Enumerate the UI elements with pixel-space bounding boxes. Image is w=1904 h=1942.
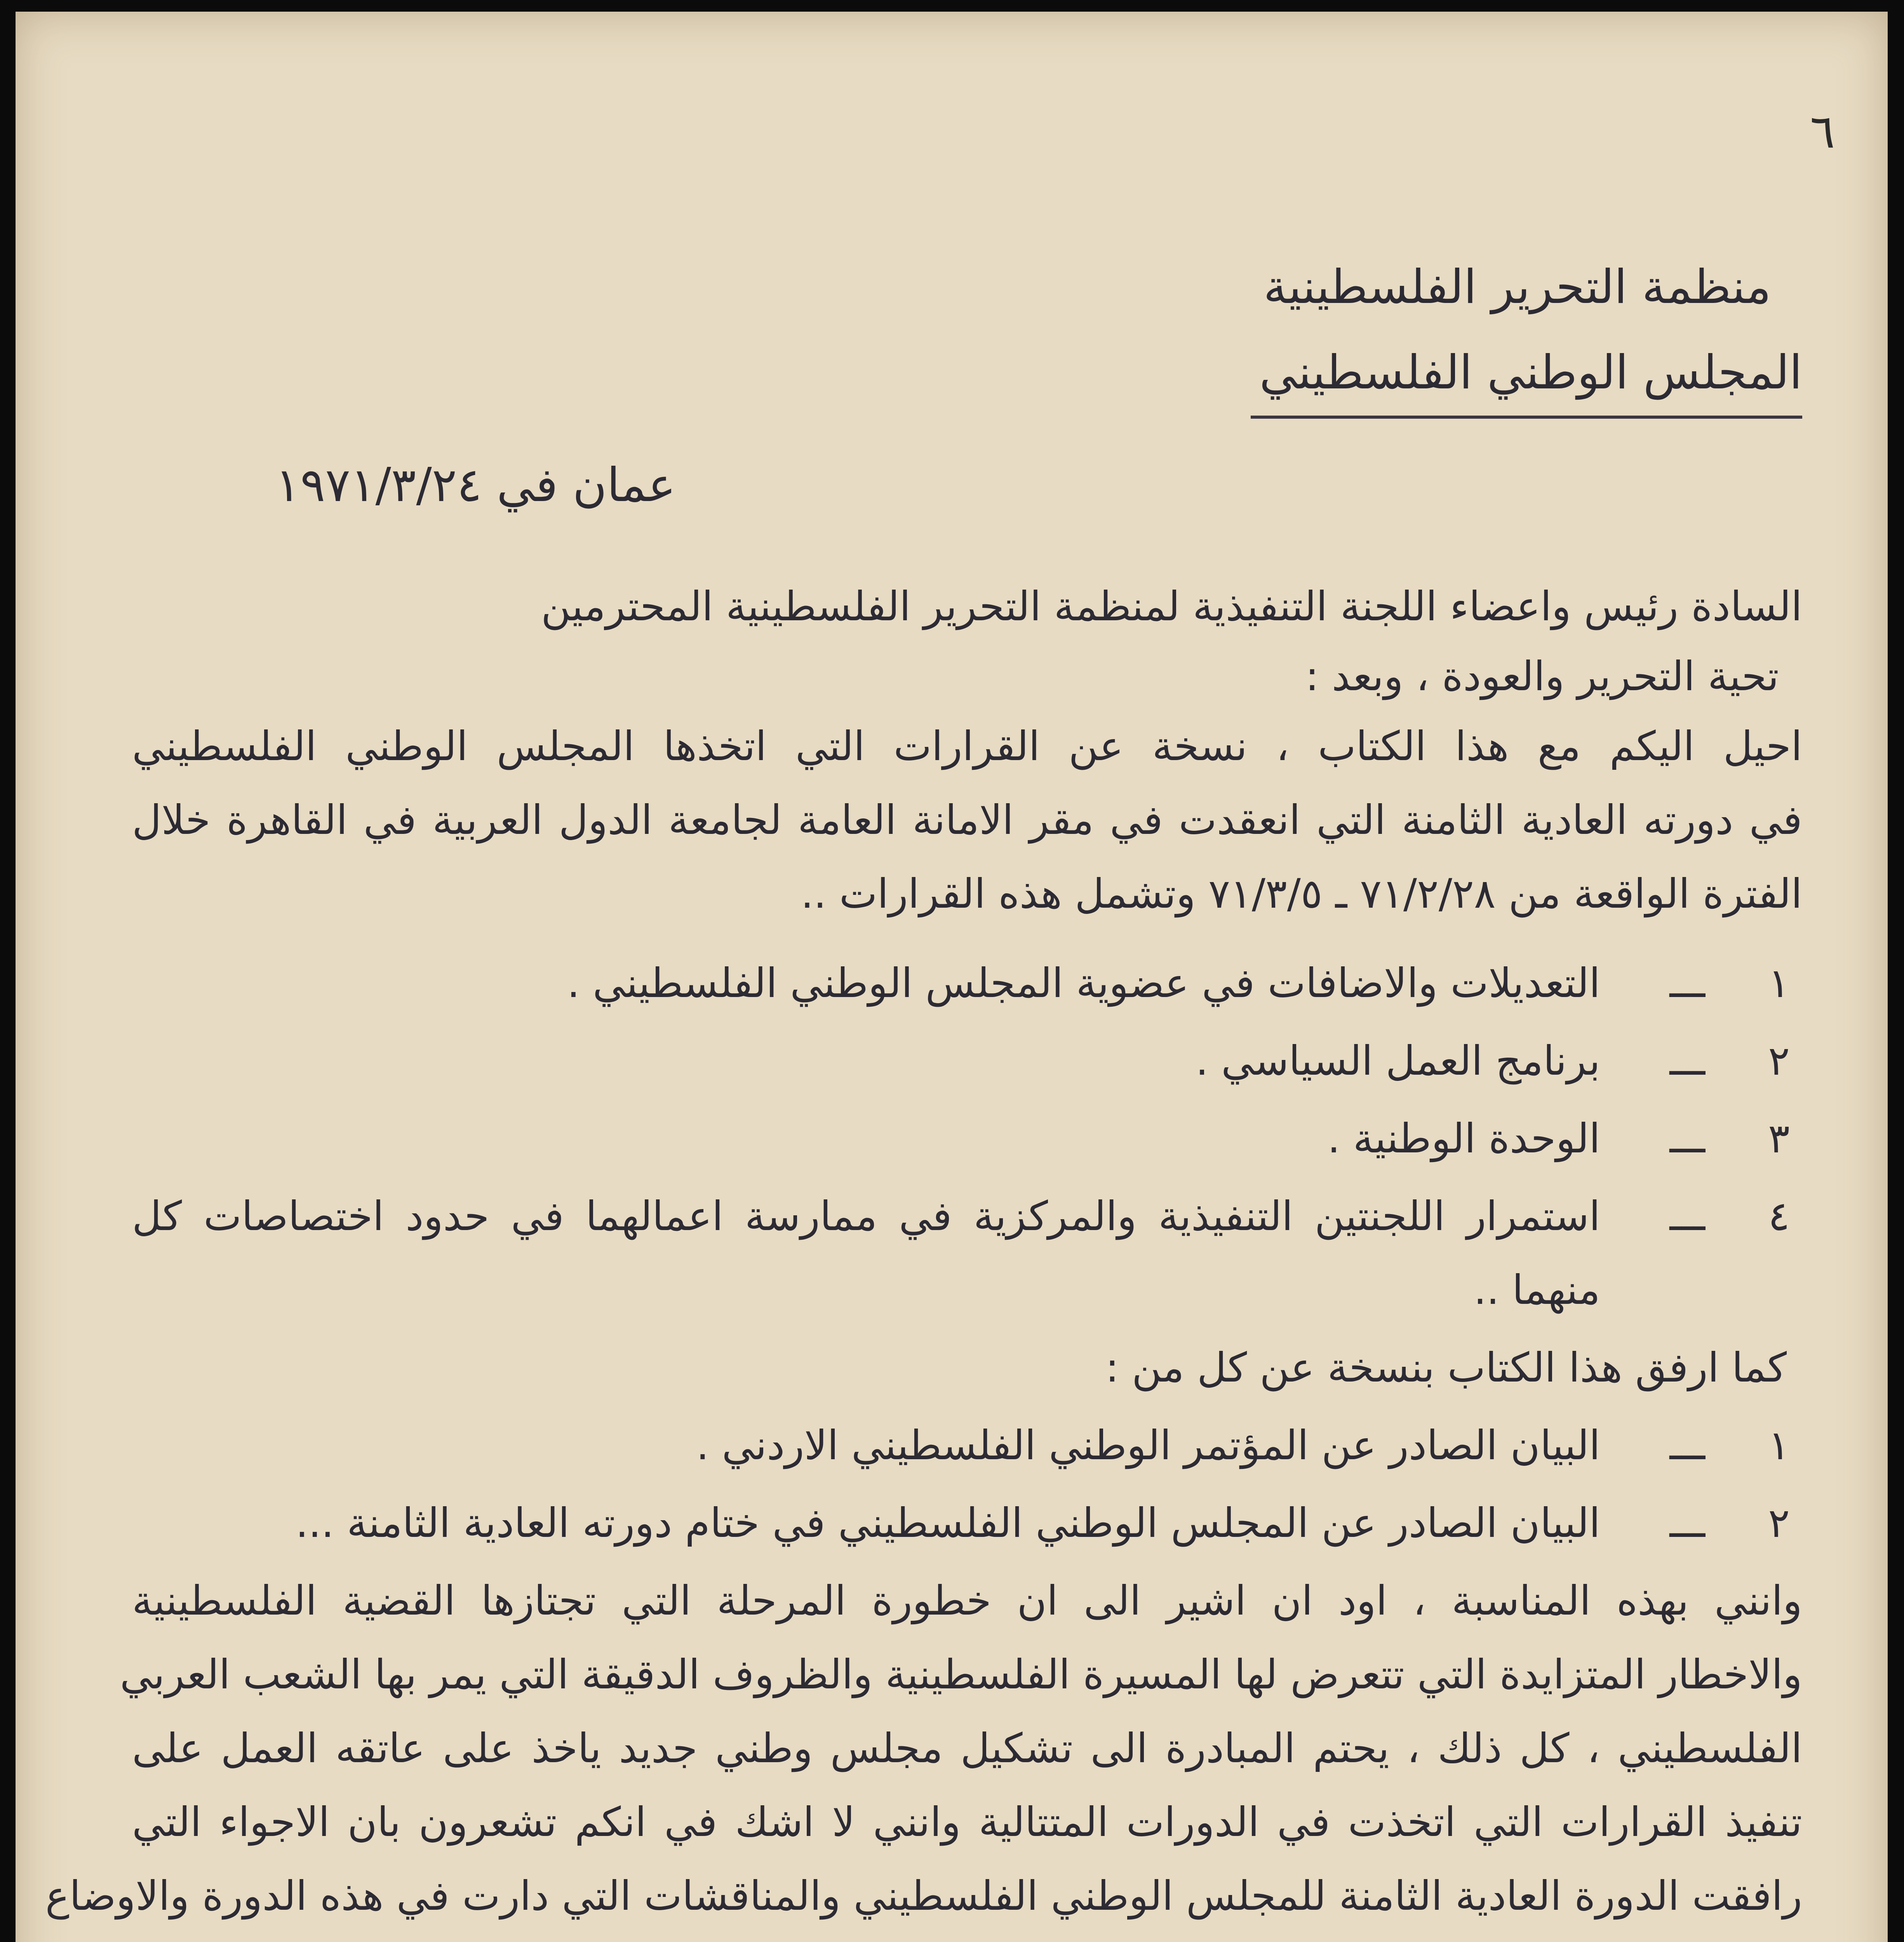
addressee: السادة رئيس واعضاء اللجنة التنفيذية لمنظمة التحرير الفلسطينية المحترمين bbox=[541, 583, 1802, 630]
council-header: المجلس الوطني الفلسطيني bbox=[1259, 346, 1802, 400]
resolution-number: ١ bbox=[1768, 959, 1790, 1007]
greeting: تحية التحرير والعودة ، وبعد : bbox=[1305, 653, 1779, 700]
body-line: تنفيذ القرارات التي اتخذت في الدورات المتتالية وانني لا اشك في انكم تشعرون بان الاجواء التي bbox=[132, 1798, 1802, 1846]
body-line: وانني بهذه المناسبة ، اود ان اشير الى ان خطورة المرحلة التي تجتازها القضية الفلسطينية bbox=[132, 1577, 1802, 1624]
document-sheet bbox=[16, 12, 1888, 1942]
list-dash: ـــ bbox=[1669, 1499, 1705, 1547]
page-marker: ٦ bbox=[1810, 105, 1835, 159]
attachment-item: البيان الصادر عن المجلس الوطني الفلسطيني في ختام دورته العادية الثامنة ... bbox=[295, 1499, 1600, 1547]
intro-line: احيل اليكم مع هذا الكتاب ، نسخة عن القرارات التي اتخذها المجلس الوطني الفلسطيني bbox=[132, 722, 1802, 770]
body-line: الفلسطيني ، كل ذلك ، يحتم المبادرة الى تشكيل مجلس وطني جديد ياخذ على عاتقه العمل على bbox=[132, 1724, 1802, 1772]
attachment-number: ١ bbox=[1768, 1422, 1790, 1469]
attachment-item: البيان الصادر عن المؤتمر الوطني الفلسطيني الاردني . bbox=[696, 1422, 1600, 1469]
letter bbox=[45, 12, 1835, 1942]
attachment-number: ٢ bbox=[1768, 1499, 1790, 1547]
resolution-item-continued: منهما .. bbox=[1473, 1266, 1600, 1314]
organization-header: منظمة التحرير الفلسطينية bbox=[1263, 260, 1771, 314]
list-dash: ـــ bbox=[1669, 959, 1705, 1007]
list-dash: ـــ bbox=[1669, 1115, 1705, 1162]
list-dash: ـــ bbox=[1669, 1037, 1705, 1084]
body-line: رافقت الدورة العادية الثامنة للمجلس الوطني الفلسطيني والمناقشات التي دارت في هذه الدورة والاوضاع bbox=[45, 1872, 1802, 1919]
intro-line: الفترة الواقعة من ٧١/٢/٢٨ ـ ٧١/٣/٥ وتشمل هذه القرارات .. bbox=[801, 870, 1802, 917]
header-rule bbox=[1251, 416, 1802, 419]
resolution-item: استمرار اللجنتين التنفيذية والمركزية في ممارسة اعمالهما في حدود اختصاصات كل bbox=[132, 1192, 1600, 1240]
resolution-item: الوحدة الوطنية . bbox=[1327, 1115, 1600, 1162]
resolution-item: برنامج العمل السياسي . bbox=[1196, 1037, 1600, 1084]
resolution-number: ٣ bbox=[1768, 1115, 1790, 1162]
body-line: والاخطار المتزايدة التي تتعرض لها المسيرة الفلسطينية والظروف الدقيقة التي يمر بها الشعب العربي bbox=[120, 1651, 1802, 1698]
list-dash: ـــ bbox=[1669, 1422, 1705, 1469]
resolution-number: ٤ bbox=[1768, 1192, 1790, 1240]
intro-line: في دورته العادية الثامنة التي انعقدت في مقر الامانة العامة لجامعة الدول العربية في القاهرة خلال bbox=[132, 796, 1802, 844]
attachments-intro: كما ارفق هذا الكتاب بنسخة عن كل من : bbox=[1105, 1344, 1787, 1391]
resolution-number: ٢ bbox=[1768, 1037, 1790, 1084]
resolution-item: التعديلات والاضافات في عضوية المجلس الوطني الفلسطيني . bbox=[567, 959, 1600, 1007]
date-line: عمان في ١٩٧١/٣/٢٤ bbox=[275, 458, 676, 512]
list-dash: ـــ bbox=[1669, 1192, 1705, 1240]
